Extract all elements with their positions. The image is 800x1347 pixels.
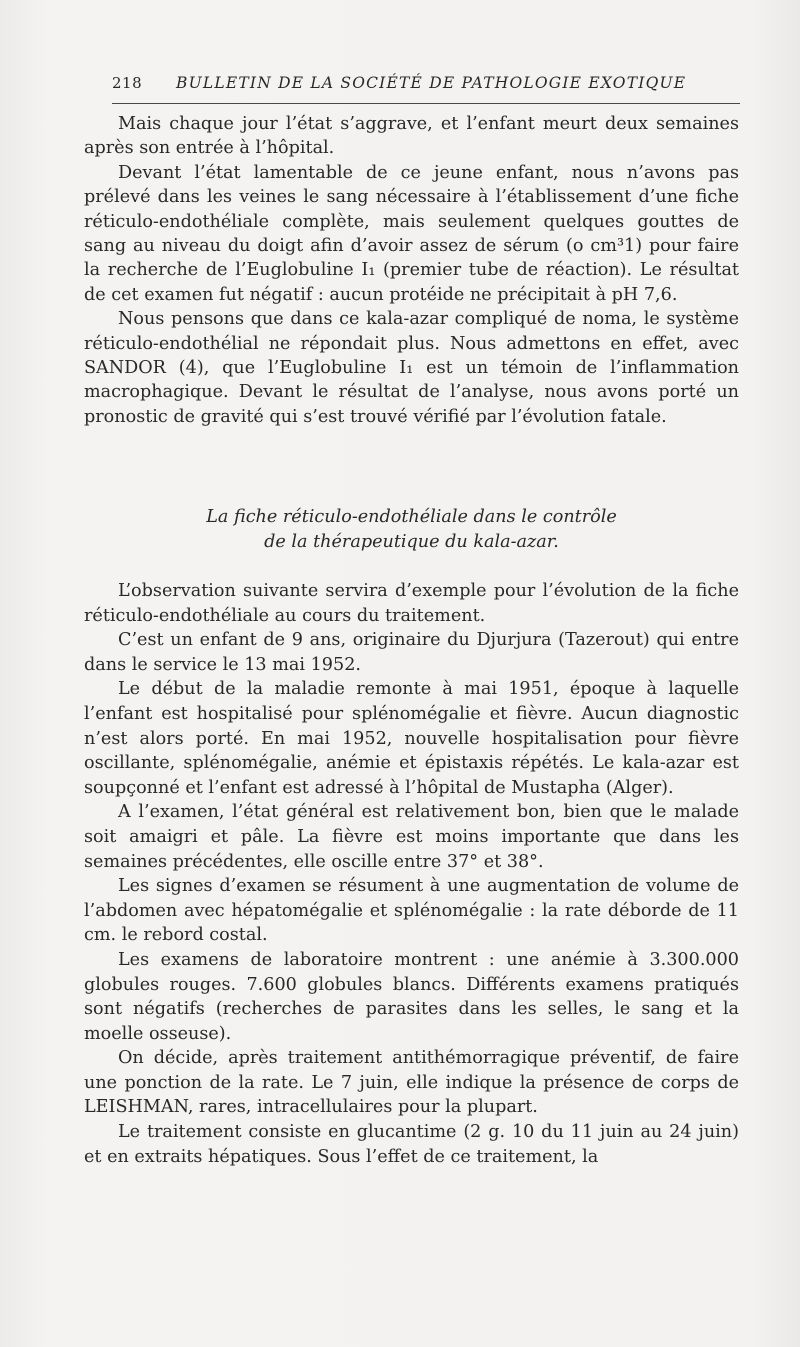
paragraph: Le traitement consiste en glucantime (2 g. 10 du 11 juin au 24 juin) et en extraits hépatiques. Sous l’effet de ce traitement, la xyxy=(84,1122,739,1167)
body-text-bottom xyxy=(84,579,739,1169)
body-text-top xyxy=(84,112,739,429)
paragraph: Les examens de laboratoire montrent : une anémie à 3.300.000 globules rouges. 7.600 globules blancs. Différents examens pratiqués sont négatifs (recherches de parasites dans les selles, le sang et la moelle osseuse). xyxy=(84,949,739,1044)
paragraph: C’est un enfant de 9 ans, originaire du Djurjura (Tazerout) qui entre dans le service le 13 mai 1952. xyxy=(84,630,739,675)
section-title-line: de la thérapeutique du kala-azar. xyxy=(264,532,559,552)
section-title xyxy=(84,505,739,555)
paragraph: Les signes d’examen se résument à une augmentation de volume de l’abdomen avec hépatomégalie et splénomégalie : la rate déborde de 11 cm. le rebord costal. xyxy=(84,876,739,946)
paragraph: Nous pensons que dans ce kala-azar compliqué de noma, le système réticulo-endothélial ne répondait plus. Nous admettons en effet, avec SANDOR (4), que l’Euglobuline I₁ est un témoin de l’inflammation macrophagique. Devant le résultat de l’analyse, nous avons porté un pronostic de gravité qui s’est trouvé vérifié par l’évolution fatale. xyxy=(84,309,739,427)
header-rule xyxy=(112,103,740,104)
paragraph: Mais chaque jour l’état s’aggrave, et l’enfant meurt deux semaines après son entrée à l’hôpital. xyxy=(84,114,739,159)
page-header xyxy=(112,70,740,100)
paragraph: L’observation suivante servira d’exemple pour l’évolution de la fiche réticulo-endothéliale au cours du traitement. xyxy=(84,581,739,626)
paragraph: A l’examen, l’état général est relativement bon, bien que le malade soit amaigri et pâle. La fièvre est moins importante que dans les semaines précédentes, elle oscille entre 37° et 38°. xyxy=(84,802,739,872)
running-head: BULLETIN DE LA SOCIÉTÉ DE PATHOLOGIE EXOTIQUE xyxy=(176,74,687,92)
paragraph: Le début de la maladie remonte à mai 1951, époque à laquelle l’enfant est hospitalisé pour splénomégalie et fièvre. Aucun diagnostic n’est alors porté. En mai 1952, nouvelle hospitalisation pour fièvre oscillante, splénomégalie, anémie et épistaxis répétés. Le kala-azar est soupçonné et l’enfant est adressé à l’hôpital de Mustapha (Alger). xyxy=(84,679,739,798)
section-title-line: La fiche réticulo-endothéliale dans le contrôle xyxy=(206,507,617,527)
paragraph: Devant l’état lamentable de ce jeune enfant, nous n’avons pas prélevé dans les veines le sang nécessaire à l’établissement d’une fiche réticulo-endothéliale complète, mais seulement quelques gouttes de sang au niveau du doigt afin d’avoir assez de sérum (o cm³1) pour faire la recherche de l’Euglobuline I₁ (premier tube de réaction). Le résultat de cet examen fut négatif : aucun protéide ne précipitait à pH 7,6. xyxy=(84,162,739,305)
paragraph: On décide, après traitement antithémorragique préventif, de faire une ponction de la rate. Le 7 juin, elle indique la présence de corps de LEISHMAN, rares, intracellulaires pour la plupart. xyxy=(84,1048,739,1118)
page-number: 218 xyxy=(112,74,143,92)
